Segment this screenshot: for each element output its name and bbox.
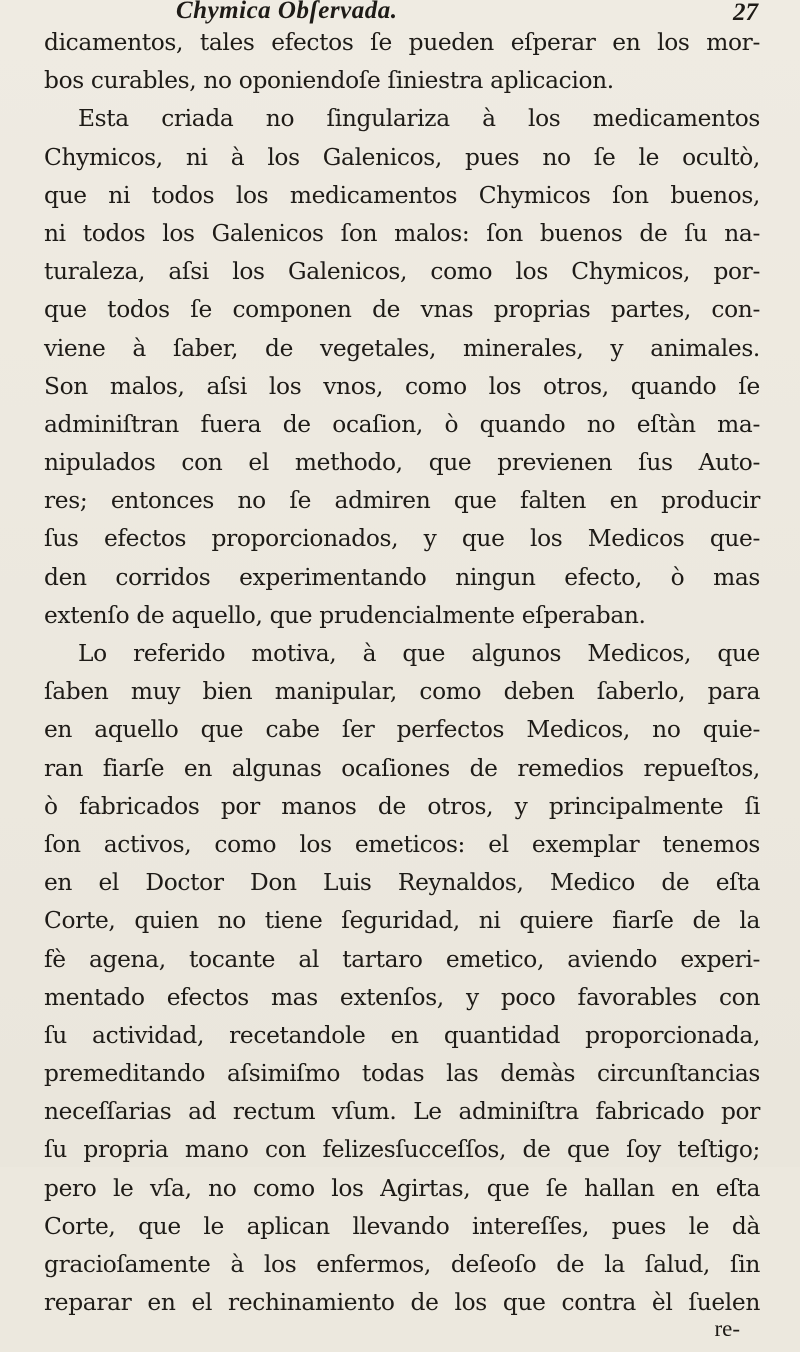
text-line: extenſo de aquello, que prudencialmente eſperaban. bbox=[44, 601, 646, 629]
text-line: Son malos, aſsi los vnos, como los otros, quando ſe bbox=[44, 372, 760, 400]
text-line: viene à ſaber, de vegetales, minerales, y animales. bbox=[44, 334, 760, 362]
text-line: ni todos los Galenicos ſon malos: ſon buenos de ſu na- bbox=[44, 219, 760, 247]
text-line: Corte, que le aplican llevando intereſſes, pues le dà bbox=[44, 1212, 760, 1240]
catchword-row bbox=[44, 1316, 760, 1352]
text-line: mentado efectos mas extenſos, y poco favorables con bbox=[44, 983, 760, 1011]
catchword: re- bbox=[714, 1316, 740, 1342]
text-line: ſaben muy bien manipular, como deben ſaberlo, para bbox=[44, 678, 760, 706]
text-line: pero le vſa, no como los Agirtas, que ſe hallan en eſta bbox=[44, 1174, 760, 1202]
text-line: Esta criada no ſingulariza à los medicamentos bbox=[78, 105, 760, 133]
running-head: Chymica Obſervada. bbox=[176, 0, 398, 24]
text-line: adminiſtran fuera de ocaſion, ò quando no eſtàn ma- bbox=[44, 410, 760, 438]
text-line: bos curables, no oponiendoſe ſiniestra aplicacion. bbox=[44, 67, 614, 95]
text-line: reparar en el rechinamiento de los que contra èl ſuelen bbox=[44, 1289, 760, 1317]
text-line: gracioſamente à los enfermos, deſeoſo de la ſalud, ſin bbox=[44, 1251, 760, 1278]
page-header bbox=[44, 0, 760, 24]
text-line: res; entonces no ſe admiren que falten en producir bbox=[44, 487, 760, 515]
text-line: Chymicos, ni à los Galenicos, pues no ſe le ocultò, bbox=[44, 143, 760, 171]
text-line: nipulados con el methodo, que previenen ſus Auto- bbox=[44, 449, 760, 477]
text-line: Lo referido motiva, à que algunos Medicos, que bbox=[78, 640, 760, 667]
text-line: fè agena, tocante al tartaro emetico, aviendo experi- bbox=[44, 945, 760, 973]
text-line: Corte, quien no tiene ſeguridad, ni quiere fiarſe de la bbox=[44, 907, 760, 935]
text-line: que ni todos los medicamentos Chymicos ſon buenos, bbox=[44, 181, 760, 209]
text-line: ſu propria mano con felizesſucceſſos, de que ſoy teſtigo; bbox=[44, 1136, 760, 1164]
text-line: ſu actividad, recetandole en quantidad proporcionada, bbox=[44, 1021, 760, 1049]
text-line: ſus efectos proporcionados, y que los Medicos que- bbox=[44, 525, 760, 553]
text-line: ſon activos, como los emeticos: el exemplar tenemos bbox=[44, 830, 760, 858]
text-line: neceſſarias ad rectum vſum. Le adminiſtra fabricado por bbox=[44, 1098, 760, 1126]
text-line: ò fabricados por manos de otros, y principalmente ſi bbox=[44, 792, 760, 820]
text-line: en el Doctor Don Luis Reynaldos, Medico de eſta bbox=[44, 869, 760, 897]
text-line: turaleza, aſsi los Galenicos, como los Chymicos, por- bbox=[44, 258, 760, 286]
text-line: premeditando aſsimiſmo todas las demàs circunſtancias bbox=[44, 1060, 760, 1088]
text-line: en aquello que cabe ſer perfectos Medicos, no quie- bbox=[44, 716, 760, 744]
text-line: que todos ſe componen de vnas proprias partes, con- bbox=[44, 296, 760, 324]
text-line: den corridos experimentando ningun efecto, ò mas bbox=[44, 563, 760, 591]
body-text bbox=[44, 24, 760, 1322]
text-line: dicamentos, tales efectos ſe pueden eſperar en los mor- bbox=[44, 29, 760, 56]
page-number: 27 bbox=[733, 0, 758, 26]
text-line: ran fiarſe en algunas ocaſiones de remedios repueſtos, bbox=[44, 754, 760, 782]
